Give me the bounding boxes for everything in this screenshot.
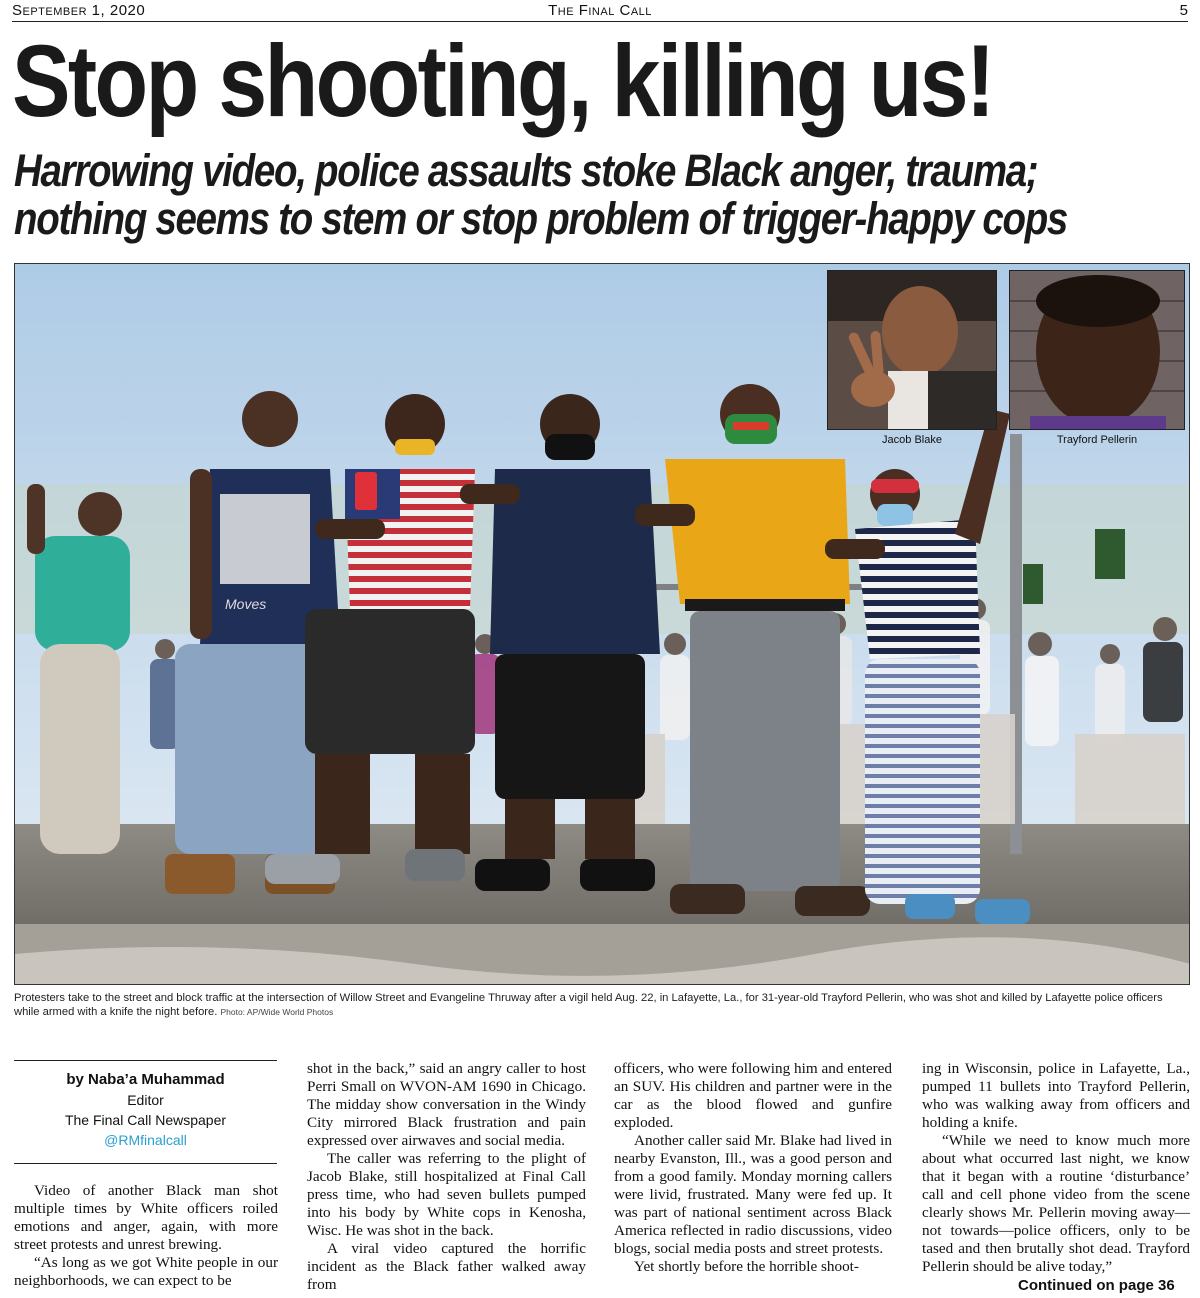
headline: Stop shooting, killing us!: [12, 24, 993, 138]
protester-gold-shirt: [665, 384, 870, 916]
paper-name: The Final Call: [548, 2, 652, 19]
caption-jacob-blake: Jacob Blake: [882, 434, 942, 446]
issue-date: September 1, 2020: [12, 2, 146, 19]
caption-trayford-pellerin: Trayford Pellerin: [1056, 434, 1138, 446]
photo-credit: Photo: AP/Wide World Photos: [220, 1007, 334, 1017]
smartphone-icon: [355, 472, 377, 510]
paragraph: ing in Wisconsin, police in Lafayette, La., pumped 11 bullets into Trayford Pellerin, who was walking away from officers and holding a knife.: [922, 1060, 1190, 1131]
article-column-2: [307, 1060, 586, 1294]
paragraph: The caller was referring to the plight of Jacob Blake, still hospitalized at Final Call press time, who had seven bullets pumped into his body by White cops in Kenosha, Wisc. He was shot in the back.: [307, 1150, 586, 1239]
photo-caption: [14, 991, 1190, 1019]
folio-bar: [12, 0, 1188, 22]
paragraph: shot in the back,” said an angry caller to host Perri Small on WVON-AM 1690 in Chicago. The midday show conversation in the Windy City mirrored Black frustration and pain expressed over airwaves and social media.: [307, 1060, 586, 1149]
paragraph: “As long as we got White people in our neighborhoods, we can expect to be: [14, 1254, 278, 1289]
deck-line-2: nothing seems to stem or stop problem of trigger-happy cops: [14, 193, 1068, 244]
paragraph: “While we need to know much more about what occurred last night, we know that it began with a routine ‘disturbance’ call and cell phone video from the scene clearly shows Mr. Pellerin moving away—not towards—police officers, only to be tased and then brutally shot dead. Trayford Pellerin should be alive today,”: [922, 1132, 1190, 1275]
deck-line-1: Harrowing video, police assaults stoke Black anger, trauma;: [14, 145, 1038, 196]
inset-photo-jacob-blake: [827, 270, 997, 430]
article-column-3: [614, 1060, 892, 1276]
shirt-text: Moves: [225, 596, 267, 612]
article-column-4: [922, 1060, 1190, 1276]
author-twitter-handle[interactable]: @RMfinalcall: [104, 1132, 187, 1148]
face-mask-icon-black: [545, 434, 595, 460]
article-column-1: [14, 1182, 278, 1290]
author-title: Editor: [127, 1092, 164, 1108]
paragraph: A viral video captured the horrific incident as the Black father walked away from: [307, 1240, 586, 1293]
face-mask-icon: [395, 439, 435, 455]
author-org: The Final Call Newspaper: [64, 1112, 227, 1128]
inset-photo-trayford-pellerin: [1009, 270, 1185, 430]
author-name: by Naba’a Muhammad: [66, 1071, 225, 1088]
paragraph: Another caller said Mr. Blake had lived in nearby Evanston, Ill., was a good person and from a good family. Monday morning callers were livid, frustrated. Many were fed up. It was part of national sentiment across Black America reflected in radio discussions, video blogs, social media posts and street protests.: [614, 1132, 892, 1257]
continued-on-page-link[interactable]: Continued on page 36: [1018, 1277, 1175, 1294]
paragraph: Yet shortly before the horrible shoot-: [634, 1258, 859, 1275]
paragraph: Video of another Black man shot multiple times by White officers roiled emotions and anger, again, with more street protests and unrest brewing.: [14, 1182, 278, 1253]
byline-box: [14, 1060, 277, 1164]
paragraph: officers, who were following him and entered an SUV. His children and partner were in the car as the blood flowed and gunfire exploded.: [614, 1060, 892, 1131]
protester-teal-shirt: [27, 484, 130, 854]
caption-text: Protesters take to the street and block traffic at the intersection of Willow Street and Evangeline Thruway after a vigil held Aug. 22, in Lafayette, La., for 31-year-old Trayford Pellerin, who was shot and killed by Lafayette police officers while armed with a knife the night before.: [14, 992, 1163, 1018]
page-number: 5: [1179, 2, 1188, 19]
